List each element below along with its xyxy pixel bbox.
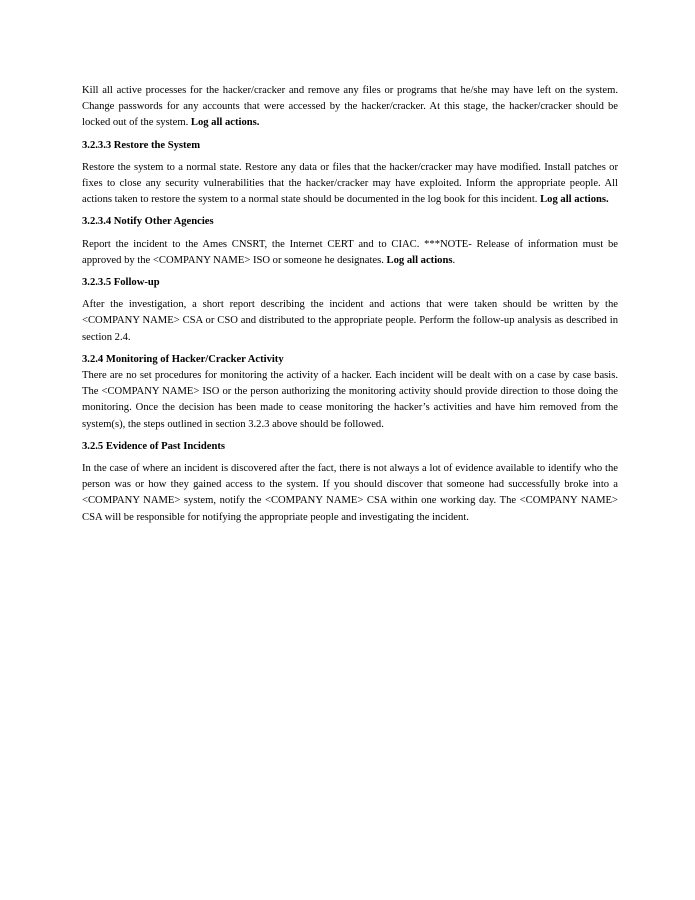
notify-heading: 3.2.3.4 Notify Other Agencies [82, 216, 214, 228]
evidence-heading: 3.2.5 Evidence of Past Incidents [82, 440, 226, 452]
restore-log-note: Log all actions. [540, 194, 609, 206]
followup-paragraph: After the investigation, a short report describing the incident and actions that were taken should be written by the <COMPANY NAME> CSA or CSO and distributed to the appropriate people. Perform the follow-up analysis as described in section 2.4. [82, 299, 618, 343]
monitoring-paragraph: There are no set procedures for monitoring the activity of a hacker. Each incident will be dealt with on a case by case basis. The <COMPANY NAME> ISO or the person authorizing the monitoring activity should provide direction to those doing the monitoring. Once the decision has been made to cease monitoring the hacker’s activities and have him removed from the system(s), the steps outlined in section 3.2.3 above should be followed. [82, 370, 618, 430]
document-page [82, 83, 618, 532]
notify-paragraph [82, 237, 618, 269]
followup-heading: 3.2.3.5 Follow-up [82, 277, 160, 289]
notify-log-note: Log all actions [386, 254, 453, 266]
restore-paragraph [82, 160, 618, 209]
notify-period: . [452, 254, 456, 266]
notify-text: Report the incident to the Ames CNSRT, the Internet CERT and to CIAC. ***NOTE- Release of information must be approved by the <COMPANY NAME> ISO or someone he designates. [82, 238, 618, 266]
restore-text: Restore the system to a normal state. Restore any data or files that the hacker/cracker may have modified. Install patches or fixes to close any security vulnerabilities that the hacker/cracker may have exploited. Inform the appropriate people. All actions taken to restore the system to a normal state should be documented in the log book for this incident. [82, 161, 618, 206]
monitoring-heading: 3.2.4 Monitoring of Hacker/Cracker Activity [82, 353, 284, 365]
intro-paragraph [82, 83, 618, 132]
intro-text: Kill all active processes for the hacker/cracker and remove any files or programs that he/she may have left on the system. Change passwords for any accounts that were accessed by the hacker/cracker. At this stage, the hacker/cracker should be locked out of the system. [82, 85, 618, 129]
restore-heading: 3.2.3.3 Restore the System [82, 139, 201, 151]
evidence-paragraph: In the case of where an incident is discovered after the fact, there is not always a lot of evidence available to identify who the person was or how they gained access to the system. If you should discover that someone had successfully broke into a <COMPANY NAME> system, notify the <COMPANY NAME> CSA within one working day. The <COMPANY NAME> CSA will be responsible for notifying the appropriate people and investigating the incident. [82, 463, 618, 523]
intro-log-note: Log all actions. [190, 117, 260, 129]
